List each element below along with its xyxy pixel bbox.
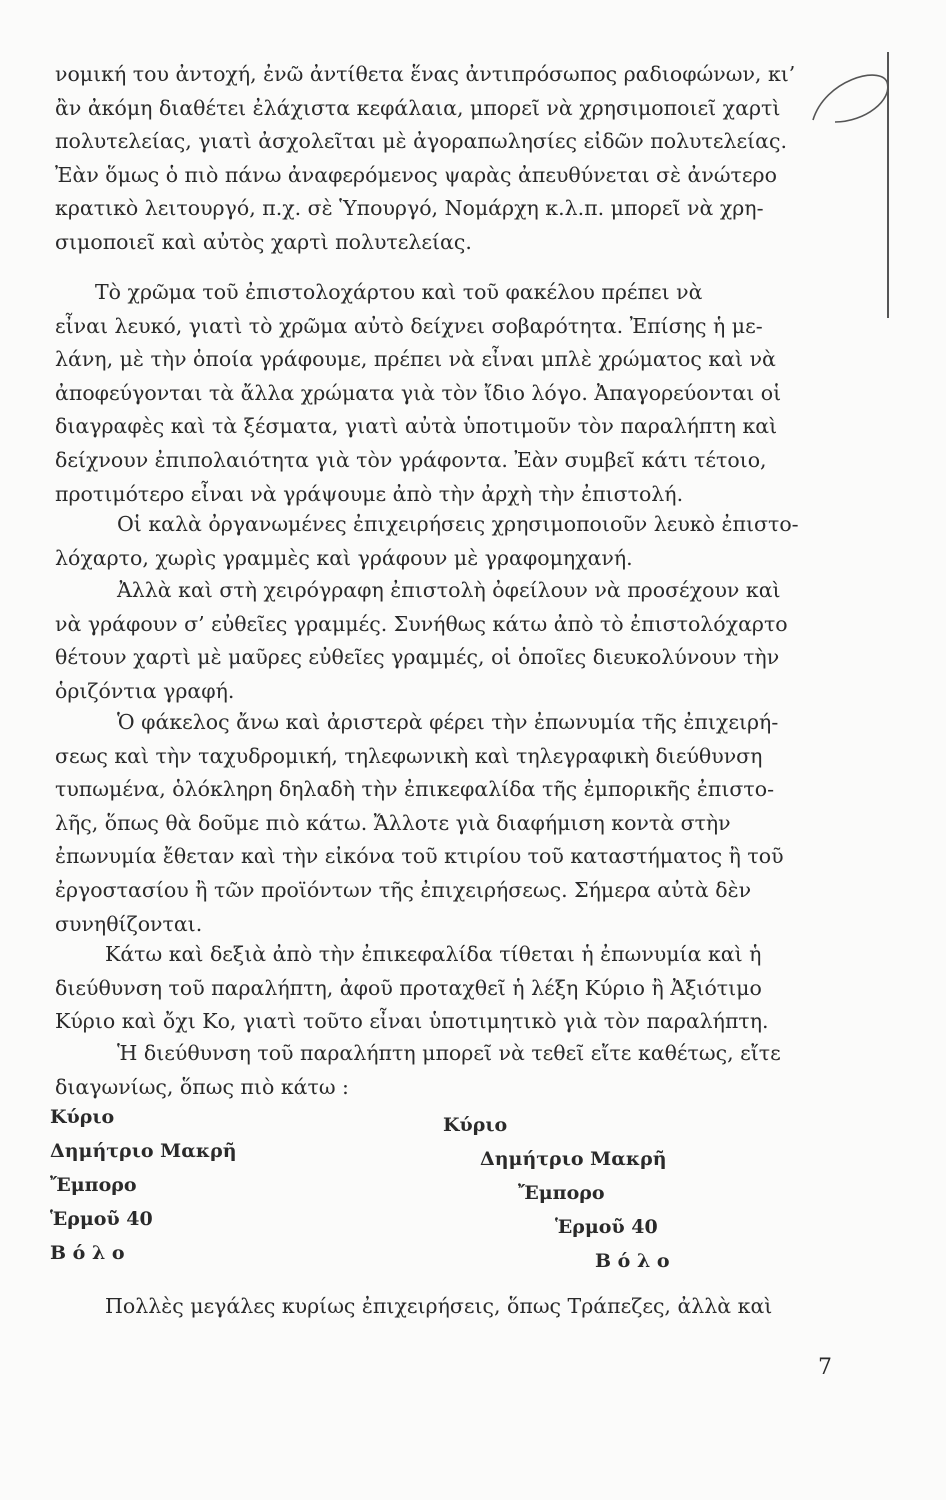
- address-vertical: [50, 1100, 237, 1270]
- address-line: Δημήτριο Μακρῆ: [480, 1148, 667, 1170]
- address-line: Ἑρμοῦ 40: [555, 1216, 658, 1238]
- address-line: Δημήτριο Μακρῆ: [50, 1140, 237, 1162]
- address-diagonal: [440, 1108, 670, 1278]
- text-line: δείχνουν ἐπιπολαιότητα γιὰ τὸν γράφοντα. Ἐὰν συμβεῖ κάτι τέτοιο,: [55, 447, 767, 472]
- text-line: κρατικὸ λειτουργό, π.χ. σὲ Ὑπουργό, Νομάρχη κ.λ.π. μπορεῖ νὰ χρη-: [55, 196, 764, 221]
- address-line: Β ό λ ο: [50, 1242, 125, 1264]
- text-line: Ἀλλὰ καὶ στὴ χειρόγραφη ἐπιστολὴ ὀφείλουν νὰ προσέχουν καὶ: [117, 578, 781, 602]
- text-line: Τὸ χρῶμα τοῦ ἐπιστολοχάρτου καὶ τοῦ φακέλου πρέπει νὰ: [95, 280, 703, 304]
- text-line: διαγραφὲς καὶ τὰ ξέσματα, γιατὶ αὐτὰ ὑποτιμοῦν τὸν παραλήπτη καὶ: [55, 414, 778, 439]
- text-line: Πολλὲς μεγάλες κυρίως ἐπιχειρήσεις, ὅπως Τράπεζες, ἀλλὰ καὶ: [105, 1294, 773, 1318]
- text-line: διεύθυνση τοῦ παραλήπτη, ἀφοῦ προταχθεῖ ἡ λέξη Κύριο ἢ Ἀξιότιμο: [55, 975, 762, 1000]
- text-line: διαγωνίως, ὅπως πιὸ κάτω :: [55, 1074, 349, 1099]
- text-line: Κάτω καὶ δεξιὰ ἀπὸ τὴν ἐπικεφαλίδα τίθεται ἡ ἐπωνυμία καὶ ἡ: [105, 942, 762, 966]
- text-line: εἶναι λευκό, γιατὶ τὸ χρῶμα αὐτὸ δείχνει σοβαρότητα. Ἐπίσης ἡ με-: [55, 313, 763, 338]
- paragraph-5: [55, 706, 845, 941]
- text-line: προτιμότερο εἶναι νὰ γράψουμε ἀπὸ τὴν ἀρχὴ τὴν ἐπιστολή.: [55, 481, 684, 506]
- text-line: ὁριζόντια γραφή.: [55, 678, 235, 703]
- text-line: τυπωμένα, ὁλόκληρη δηλαδὴ τὴν ἐπικεφαλίδα τῆς ἐμπορικῆς ἐπιστο-: [55, 777, 775, 802]
- pencil-circle-mark: [805, 60, 895, 140]
- address-line: Κύριο: [50, 1106, 115, 1128]
- text-line: Κύριο καὶ ὄχι Κο, γιατὶ τοῦτο εἶναι ὑποτιμητικὸ γιὰ τὸν παραλήπτη.: [55, 1009, 769, 1034]
- text-line: ἐπωνυμία ἔθεταν καὶ τὴν εἰκόνα τοῦ κτιρίου τοῦ καταστήματος ἢ τοῦ: [55, 844, 784, 869]
- text-line: ἐργοστασίου ἢ τῶν προϊόντων τῆς ἐπιχειρήσεως. Σήμερα αὐτὰ δὲν: [55, 877, 752, 902]
- paragraph-1: [55, 58, 845, 260]
- text-line: Ἡ διεύθυνση τοῦ παραλήπτη μπορεῖ νὰ τεθεῖ εἴτε καθέτως, εἴτε: [117, 1041, 781, 1065]
- paragraph-3: [55, 508, 845, 575]
- text-line: λόχαρτο, χωρὶς γραμμὲς καὶ γράφουν μὲ γραφομηχανή.: [55, 545, 633, 570]
- text-line: σιμοποιεῖ καὶ αὐτὸς χαρτὶ πολυτελείας.: [55, 229, 472, 254]
- text-line: πολυτελείας, γιατὶ ἀσχολεῖται μὲ ἀγοραπωλησίες εἰδῶν πολυτελείας.: [55, 129, 787, 154]
- page-number: 7: [818, 1355, 832, 1380]
- paragraph-8: [55, 1290, 845, 1324]
- address-line: Ἑρμοῦ 40: [50, 1208, 153, 1230]
- address-line: Ἔμπορο: [50, 1174, 137, 1196]
- text-line: Ὁ φάκελος ἄνω καὶ ἀριστερὰ φέρει τὴν ἐπωνυμία τῆς ἐπιχειρή-: [117, 710, 779, 734]
- address-line: Β ό λ ο: [595, 1250, 670, 1272]
- text-line: σεως καὶ τὴν ταχυδρομική, τηλεφωνικὴ καὶ τηλεγραφικὴ διεύθυνση: [55, 743, 763, 768]
- paragraph-6: [55, 938, 845, 1039]
- text-line: λάνη, μὲ τὴν ὁποία γράφουμε, πρέπει νὰ εἶναι μπλὲ χρώματος καὶ νὰ: [55, 347, 776, 372]
- text-line: θέτουν χαρτὶ μὲ μαῦρες εὐθεῖες γραμμές, οἱ ὁποῖες διευκολύνουν τὴν: [55, 645, 780, 670]
- text-line: ἀποφεύγονται τὰ ἄλλα χρώματα γιὰ τὸν ἴδιο λόγο. Ἀπαγορεύονται οἱ: [55, 380, 782, 405]
- address-line: Κύριο: [443, 1114, 508, 1136]
- address-line: Ἔμπορο: [518, 1182, 605, 1204]
- text-line: νομική του ἀντοχή, ἐνῶ ἀντίθετα ἕνας ἀντιπρόσωπος ραδιοφώνων, κι’: [55, 62, 796, 86]
- paragraph-4: [55, 574, 845, 708]
- paragraph-2: [55, 276, 845, 511]
- text-line: νὰ γράφουν σ’ εὐθεῖες γραμμές. Συνήθως κάτω ἀπὸ τὸ ἐπιστολόχαρτο: [55, 611, 788, 636]
- text-line: συνηθίζονται.: [55, 911, 203, 936]
- text-line: λῆς, ὅπως θὰ δοῦμε πιὸ κάτω. Ἄλλοτε γιὰ διαφήμιση κοντὰ στὴν: [55, 810, 731, 835]
- paragraph-7: [55, 1037, 845, 1104]
- text-line: ἂν ἀκόμη διαθέτει ἐλάχιστα κεφάλαια, μπορεῖ νὰ χρησιμοποιεῖ χαρτὶ: [55, 95, 781, 120]
- text-line: Οἱ καλὰ ὀργανωμένες ἐπιχειρήσεις χρησιμοποιοῦν λευκὸ ἐπιστο-: [117, 512, 799, 536]
- text-line: Ἐὰν ὅμως ὁ πιὸ πάνω ἀναφερόμενος ψαρὰς ἀπευθύνεται σὲ ἀνώτερο: [55, 162, 777, 187]
